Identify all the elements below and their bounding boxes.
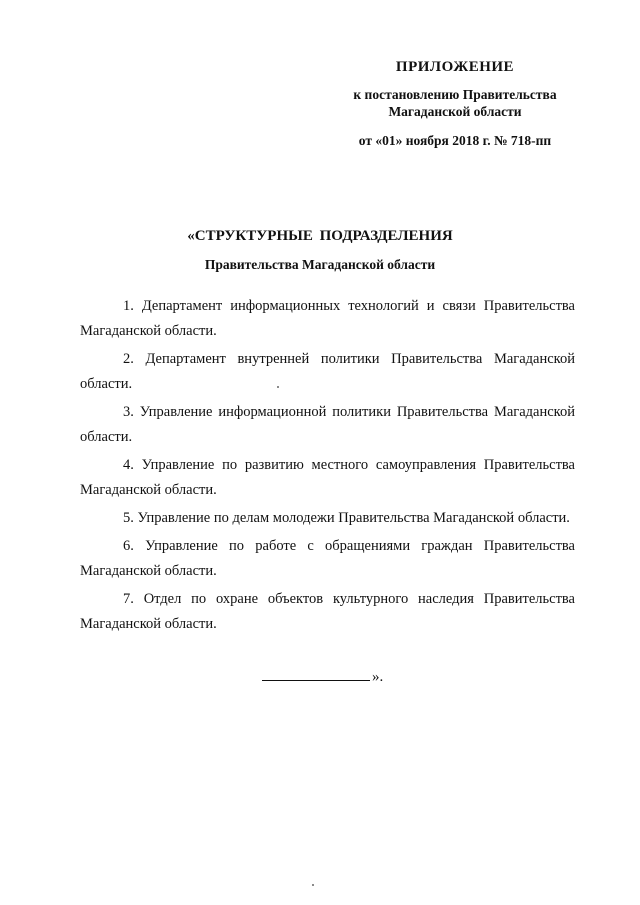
list-item: 2. Департамент внутренней политики Правительства Магаданской области.: [80, 351, 575, 392]
document-heading: [0, 226, 640, 275]
scan-speck: [277, 386, 279, 388]
list-item: 4. Управление по развитию местного самоуправления Правительства Магаданской области.: [80, 457, 575, 498]
closing-mark: [262, 666, 383, 687]
list-item: 7. Отдел по охране объектов культурного наследия Правительства Магаданской области.: [80, 591, 575, 632]
closing-underline: [262, 666, 370, 681]
closing-quote: ».: [372, 669, 384, 685]
list-item: 5. Управление по делам молодежи Правительства Магаданской области.: [123, 510, 570, 526]
list-item: 6. Управление по работе с обращениями граждан Правительства Магаданской области.: [80, 538, 575, 579]
scan-speck: [312, 884, 314, 886]
appendix-date-line: от «01» ноября 2018 г. № 718-пп: [358, 133, 552, 148]
heading-subtitle: Правительства Магаданской области: [204, 257, 436, 272]
list-item: 3. Управление информационной политики Правительства Магаданской области.: [80, 404, 575, 445]
appendix-title: ПРИЛОЖЕНИЕ: [395, 59, 515, 75]
appendix-region-line: Магаданской области: [388, 104, 522, 119]
heading-title: «СТРУКТУРНЫЕ ПОДРАЗДЕЛЕНИЯ: [187, 228, 453, 244]
appendix-resolution-line: к постановлению Правительства: [353, 87, 557, 102]
appendix-block: [330, 58, 580, 149]
subdivision-list: [80, 294, 575, 640]
list-item: 1. Департамент информационных технологий и связи Правительства Магаданской области.: [80, 298, 575, 339]
